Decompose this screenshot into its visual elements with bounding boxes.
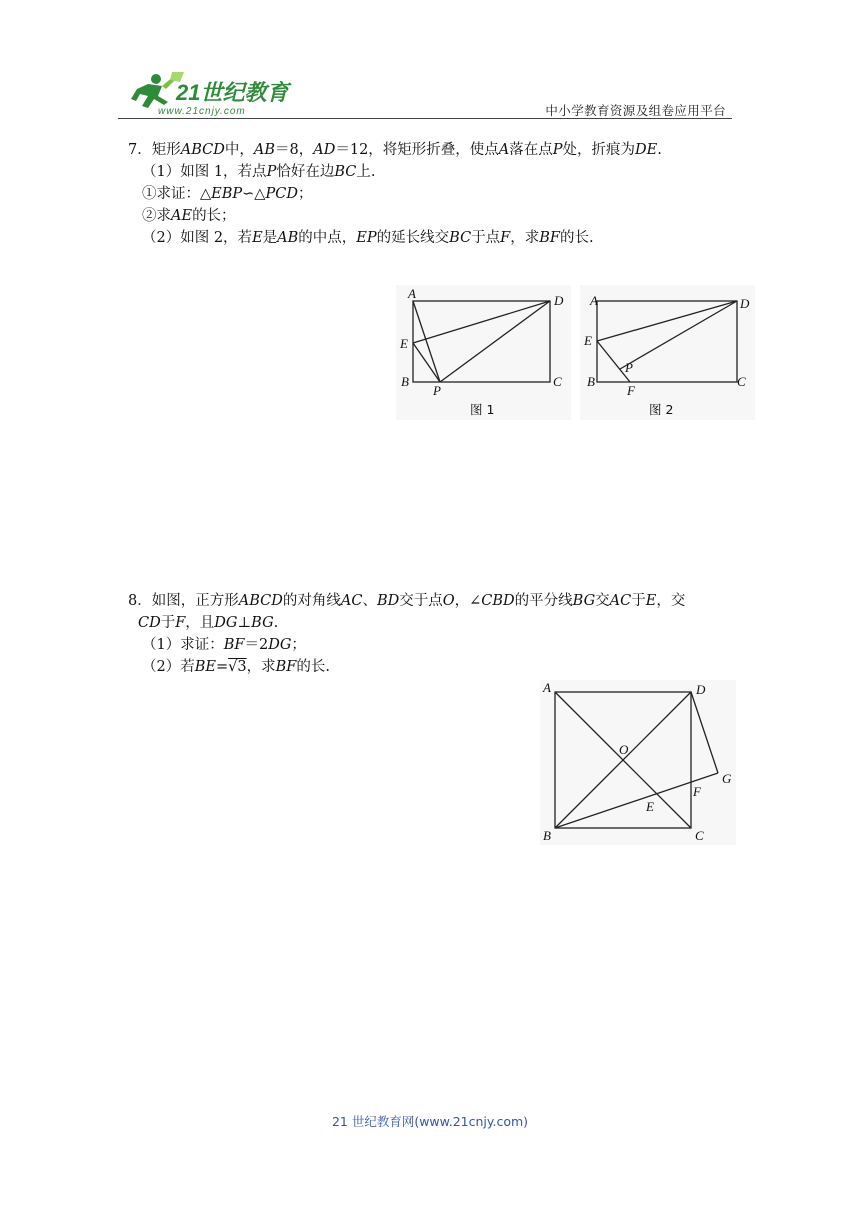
label-c: C bbox=[695, 828, 704, 843]
segment-ed bbox=[597, 301, 737, 341]
header-slogan: 中小学教育资源及组卷应用平台 bbox=[545, 103, 726, 118]
logo-text: 21世纪教育 bbox=[176, 80, 289, 105]
label-e: E bbox=[584, 333, 592, 348]
label-d: D bbox=[696, 682, 706, 697]
figure-2-caption: 图 2 bbox=[649, 402, 674, 417]
q8-stem-line2: CD于F，且DG⊥BG. bbox=[138, 615, 279, 631]
q8-part2: （2）若BE=√3，求BF的长. bbox=[142, 659, 330, 675]
label-d: D bbox=[740, 296, 750, 311]
figure-1-caption: 图 1 bbox=[470, 402, 495, 417]
header-divider bbox=[118, 118, 732, 119]
label-p: P bbox=[433, 383, 441, 398]
figure-1-diagram bbox=[396, 285, 571, 420]
sqrt-3: √3 bbox=[228, 659, 247, 675]
segment-bg bbox=[555, 773, 718, 828]
label-e: E bbox=[400, 336, 408, 351]
label-a: A bbox=[543, 680, 551, 695]
label-g: G bbox=[722, 771, 732, 786]
q7-part2: （2）如图 2，若E是AB的中点，EP的延长线交BC于点F，求BF的长. bbox=[142, 230, 594, 246]
label-d: D bbox=[554, 293, 564, 308]
segment-dg bbox=[691, 692, 718, 773]
label-c: C bbox=[553, 374, 562, 389]
logo-url-text: www.21cnjy.com bbox=[158, 106, 246, 117]
label-b: B bbox=[543, 828, 551, 843]
label-e: E bbox=[646, 799, 654, 814]
figure-3 bbox=[540, 680, 736, 845]
label-a: A bbox=[590, 293, 598, 308]
figure-2-diagram bbox=[580, 285, 755, 420]
label-f: F bbox=[693, 784, 701, 799]
rectangle-abcd bbox=[413, 301, 550, 382]
label-b: B bbox=[401, 374, 409, 389]
label-o: O bbox=[619, 742, 629, 757]
page-header bbox=[118, 68, 732, 120]
site-logo bbox=[118, 68, 308, 118]
label-c: C bbox=[737, 374, 746, 389]
segment-pd bbox=[440, 301, 550, 382]
q8-part1: （1）求证：BF＝2DG； bbox=[142, 637, 306, 653]
q7-part1-sub2: ②求AE的长； bbox=[142, 208, 236, 224]
segment-pd bbox=[620, 301, 737, 369]
q7-part1: （1）如图 1，若点P恰好在边BC上. bbox=[142, 164, 376, 180]
label-p: P bbox=[625, 360, 633, 375]
q8-stem-line1: 8．如图，正方形ABCD的对角线AC、BD交于点O，∠CBD的平分线BG交AC于E，交 bbox=[128, 593, 686, 609]
question-8 bbox=[128, 590, 685, 678]
question-7 bbox=[128, 139, 662, 249]
figure-3-diagram bbox=[540, 680, 736, 845]
segment-ed bbox=[413, 301, 550, 343]
segment-ep bbox=[413, 343, 440, 382]
label-a: A bbox=[408, 286, 416, 301]
page-footer: 21 世纪教育网(www.21cnjy.com) bbox=[331, 1114, 529, 1129]
label-b: B bbox=[587, 374, 595, 389]
label-f: F bbox=[627, 383, 635, 398]
q7-stem: 7．矩形ABCD中，AB＝8，AD＝12，将矩形折叠，使点A落在点P处，折痕为DE. bbox=[128, 142, 662, 158]
q7-part1-sub1: ①求证：△EBP∽△PCD； bbox=[142, 186, 313, 202]
figure-1 bbox=[396, 285, 571, 420]
figure-2 bbox=[580, 285, 755, 420]
